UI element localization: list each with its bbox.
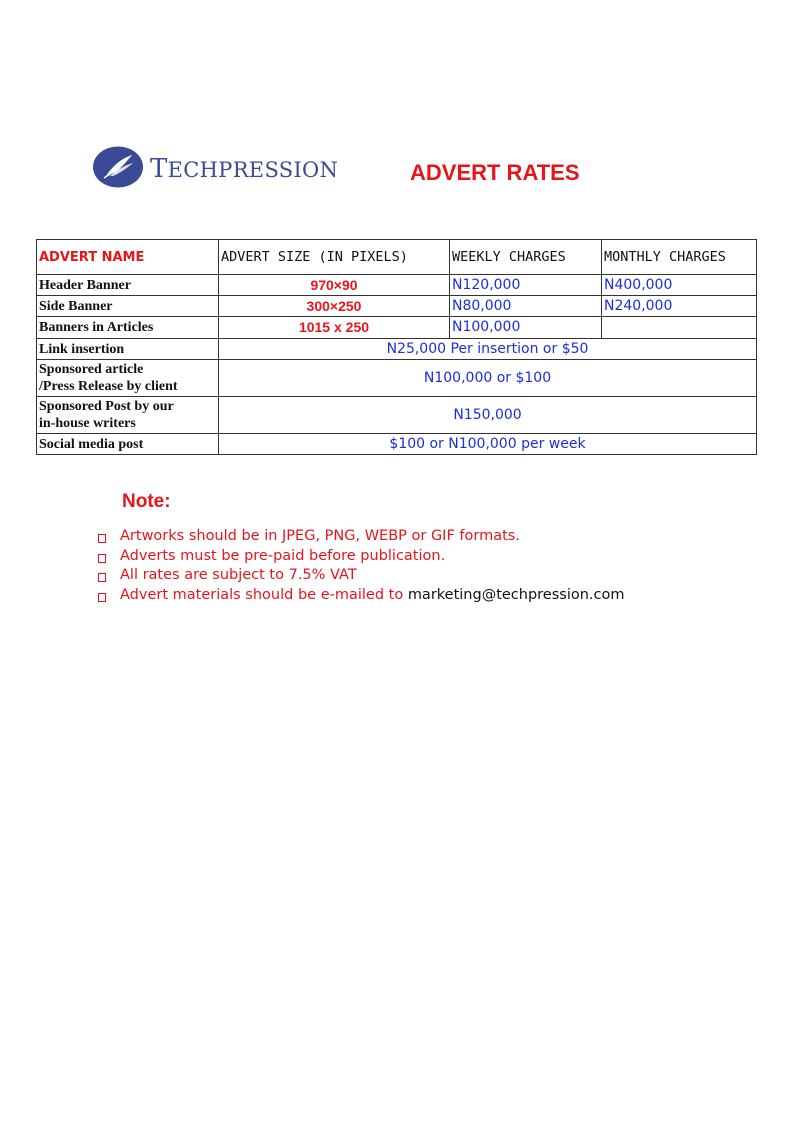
bullet-icon [98,554,106,563]
row-weekly: N80,000 [450,296,602,317]
table-row [37,360,757,397]
row-name: Header Banner [37,275,219,296]
row-name: Sponsored Post by our in-house writers [37,397,219,434]
logo-wordmark: TECHPRESSION [150,154,339,184]
table-header-row [37,240,757,275]
company-logo [92,145,339,189]
row-size: 1015 x 250 [219,317,450,339]
row-name: Link insertion [37,339,219,360]
email-link[interactable]: marketing@techpression.com [407,586,625,603]
table-row [37,275,757,296]
row-monthly: N240,000 [602,296,757,317]
header-monthly-charges: MONTHLY CHARGES [602,240,757,275]
header-advert-size: ADVERT SIZE (IN PIXELS) [219,240,450,275]
bullet-icon [98,593,106,602]
bullet-icon [98,534,106,543]
row-monthly: N400,000 [602,275,757,296]
table-row [37,317,757,339]
row-weekly: N120,000 [450,275,602,296]
advert-rates-table [36,239,757,455]
note-title: Note: [122,491,171,512]
page-title: ADVERT RATES [410,160,580,185]
list-item: All rates are subject to 7.5% VAT [96,567,625,587]
row-name: Side Banner [37,296,219,317]
bullet-icon [98,573,106,582]
row-name: Banners in Articles [37,317,219,339]
row-weekly: N100,000 [450,317,602,339]
notes-list [96,528,625,606]
list-item: Artworks should be in JPEG, PNG, WEBP or GIF formats. [96,528,625,548]
row-merged-value: N25,000 Per insertion or $50 [219,339,757,360]
header-weekly-charges: WEEKLY CHARGES [450,240,602,275]
row-monthly [602,317,757,339]
header-advert-name: ADVERT NAME [37,240,219,275]
row-merged-value: $100 or N100,000 per week [219,434,757,455]
row-size: 970×90 [219,275,450,296]
quill-logo-icon [92,145,144,189]
row-size: 300×250 [219,296,450,317]
row-merged-value: N100,000 or $100 [219,360,757,397]
table-row [37,296,757,317]
row-name: Social media post [37,434,219,455]
row-name: Sponsored article /Press Release by client [37,360,219,397]
table-row [37,397,757,434]
list-item: Advert materials should be e-mailed to marketing@techpression.com [96,587,625,607]
table-row [37,434,757,455]
row-merged-value: N150,000 [219,397,757,434]
list-item: Adverts must be pre-paid before publication. [96,548,625,568]
table-row [37,339,757,360]
